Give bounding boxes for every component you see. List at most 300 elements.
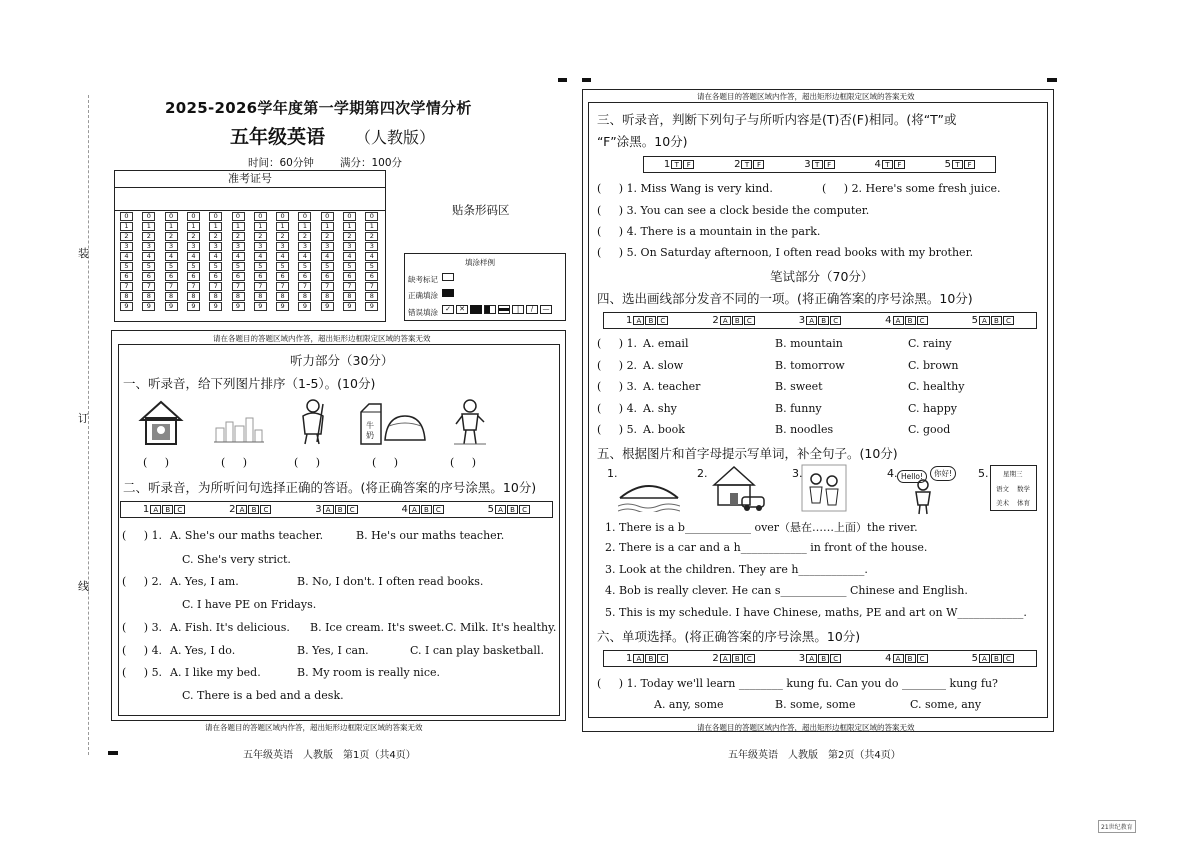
answer-bubble[interactable]: F bbox=[964, 160, 975, 169]
ticket-digit-bubble[interactable]: 7 bbox=[254, 282, 267, 291]
answer-bubble[interactable]: B bbox=[991, 654, 1002, 663]
answer-bubble[interactable]: C bbox=[657, 316, 668, 325]
left-notice-bottom: 请在各题目的答题区域内作答，超出矩形边框限定区域的答案无效 bbox=[205, 723, 423, 732]
answer-number: 1 bbox=[626, 315, 633, 326]
ticket-digit-bubble[interactable]: 9 bbox=[232, 302, 245, 311]
answer-bubble[interactable]: B bbox=[162, 505, 173, 514]
fill-sample-box: 填涂样例 缺考标记 正确填涂 错误填涂 ✓ ✕ | / — bbox=[404, 253, 566, 321]
ticket-digit-bubble[interactable]: 3 bbox=[165, 242, 178, 251]
q2-option-c: C. There is a bed and a desk. bbox=[182, 689, 344, 702]
q1-blank-3[interactable]: ( ) bbox=[294, 456, 321, 469]
answer-bubble[interactable]: C bbox=[347, 505, 358, 514]
q2-title: 二、听录音，为所听问句选择正确的答语。(将正确答案的序号涂黑。10分) bbox=[123, 480, 537, 495]
ticket-digit-bubble[interactable]: 2 bbox=[209, 232, 222, 241]
answer-bubble[interactable]: B bbox=[818, 316, 829, 325]
picture-boy-icon bbox=[452, 398, 488, 446]
answer-number: 2 bbox=[712, 653, 719, 664]
answer-bubble[interactable]: B bbox=[818, 654, 829, 663]
ticket-digit-bubble[interactable]: 5 bbox=[321, 262, 334, 271]
ticket-digit-bubble[interactable]: 1 bbox=[232, 222, 245, 231]
ticket-digit-bubble[interactable]: 9 bbox=[142, 302, 155, 311]
ticket-digit-bubble[interactable]: 6 bbox=[142, 272, 155, 281]
ticket-digit-bubble[interactable]: 7 bbox=[343, 282, 356, 291]
answer-number: 2 bbox=[734, 159, 741, 170]
ticket-digit-bubble[interactable]: 0 bbox=[343, 212, 356, 221]
ticket-digit-bubble[interactable]: 7 bbox=[142, 282, 155, 291]
ticket-digit-bubble[interactable]: 8 bbox=[187, 292, 200, 301]
answer-bubble[interactable]: A bbox=[979, 316, 990, 325]
barcode-area: 贴条形码区 bbox=[452, 203, 510, 217]
ticket-digit-bubble[interactable]: 5 bbox=[254, 262, 267, 271]
ticket-digit-bubble[interactable]: 1 bbox=[187, 222, 200, 231]
ticket-digit-bubble[interactable]: 4 bbox=[254, 252, 267, 261]
answer-bubble[interactable]: C bbox=[1003, 654, 1014, 663]
ticket-digit-bubble[interactable]: 6 bbox=[365, 272, 378, 281]
q1-blank-5[interactable]: ( ) bbox=[450, 456, 477, 469]
ticket-digit-bubble[interactable]: 3 bbox=[365, 242, 378, 251]
ticket-digit-column bbox=[138, 212, 159, 312]
answer-bubble[interactable]: A bbox=[633, 654, 644, 663]
ticket-digit-bubble[interactable]: 1 bbox=[165, 222, 178, 231]
ticket-digit-bubble[interactable]: 1 bbox=[298, 222, 311, 231]
ticket-digit-bubble[interactable]: 7 bbox=[276, 282, 289, 291]
ticket-digit-bubble[interactable]: 0 bbox=[142, 212, 155, 221]
answer-number: 4 bbox=[874, 159, 881, 170]
ticket-digit-bubble[interactable]: 0 bbox=[365, 212, 378, 221]
left-footer: 五年级英语 人教版 第1页（共4页） bbox=[243, 750, 416, 761]
ticket-digit-bubble[interactable]: 8 bbox=[232, 292, 245, 301]
ticket-digit-bubble[interactable]: 8 bbox=[120, 292, 133, 301]
ticket-digit-bubble[interactable]: 3 bbox=[343, 242, 356, 251]
ticket-digit-bubble[interactable]: 1 bbox=[321, 222, 334, 231]
ticket-digit-bubble[interactable]: 8 bbox=[209, 292, 222, 301]
q2-option-b: B. He's our maths teacher. bbox=[356, 529, 505, 542]
answer-bubble-group bbox=[143, 504, 185, 515]
ticket-digit-bubble[interactable]: 1 bbox=[343, 222, 356, 231]
q4-option-b: B. funny bbox=[775, 401, 822, 415]
ticket-digit-bubble[interactable]: 4 bbox=[187, 252, 200, 261]
answer-bubble-group bbox=[972, 653, 1014, 664]
q5-pic-num-4: 4. bbox=[887, 467, 898, 480]
answer-number: 1 bbox=[626, 653, 633, 664]
q4-option-b: B. mountain bbox=[775, 337, 843, 350]
answer-bubble-group bbox=[874, 159, 904, 170]
q2-option-c: C. I have PE on Fridays. bbox=[182, 598, 317, 611]
ticket-digit-column bbox=[161, 212, 182, 312]
ticket-digit-bubble[interactable]: 3 bbox=[276, 242, 289, 251]
ticket-digit-bubble[interactable]: 1 bbox=[254, 222, 267, 231]
answer-bubble-group bbox=[488, 504, 530, 515]
answer-bubble-group bbox=[712, 653, 754, 664]
q2-option-c: C. I can play basketball. bbox=[410, 644, 544, 657]
answer-number: 1 bbox=[142, 504, 150, 515]
ticket-digit-bubble[interactable]: 2 bbox=[276, 232, 289, 241]
q4-item-number: ( ) 3. bbox=[597, 380, 641, 393]
answer-bubble[interactable]: F bbox=[683, 160, 694, 169]
answer-bubble-group bbox=[626, 653, 668, 664]
ticket-digit-bubble[interactable]: 4 bbox=[321, 252, 334, 261]
ticket-digit-bubble[interactable]: 2 bbox=[187, 232, 200, 241]
answer-bubble-group bbox=[972, 315, 1014, 326]
q2-answer-bubbles bbox=[120, 501, 553, 518]
answer-bubble-group bbox=[799, 653, 841, 664]
answer-bubble[interactable]: F bbox=[753, 160, 764, 169]
q1-blank-1[interactable]: ( ) bbox=[143, 456, 170, 469]
answer-bubble[interactable]: A bbox=[806, 654, 817, 663]
ticket-digit-bubble[interactable]: 4 bbox=[120, 252, 133, 261]
q2-item-number: ( ) 5. bbox=[122, 666, 166, 679]
answer-bubble[interactable]: B bbox=[335, 505, 346, 514]
answer-bubble[interactable]: C bbox=[174, 505, 185, 514]
q2-option-b: B. Yes, I can. bbox=[297, 644, 369, 657]
ticket-digit-bubble[interactable]: 3 bbox=[254, 242, 267, 251]
q5-pic-num-1: 1. bbox=[607, 467, 618, 480]
exam-time: 时间：60分钟 bbox=[248, 157, 314, 169]
answer-bubble[interactable]: B bbox=[645, 654, 656, 663]
q4-option-c: C. brown bbox=[908, 358, 959, 372]
ticket-digit-bubble[interactable]: 0 bbox=[254, 212, 267, 221]
ticket-digit-bubble[interactable]: 3 bbox=[142, 242, 155, 251]
ticket-digit-bubble[interactable]: 0 bbox=[187, 212, 200, 221]
ticket-digit-bubble[interactable]: 6 bbox=[254, 272, 267, 281]
answer-bubble[interactable]: C bbox=[744, 316, 755, 325]
answer-bubble-group bbox=[799, 315, 841, 326]
ticket-digit-bubble[interactable]: 6 bbox=[120, 272, 133, 281]
answer-bubble[interactable]: C bbox=[433, 505, 444, 514]
ticket-digit-bubble[interactable]: 9 bbox=[298, 302, 311, 311]
answer-bubble[interactable]: B bbox=[645, 316, 656, 325]
answer-bubble[interactable]: A bbox=[150, 505, 161, 514]
answer-bubble-group bbox=[712, 315, 754, 326]
ticket-digit-bubble[interactable]: 1 bbox=[209, 222, 222, 231]
ticket-digit-bubble[interactable]: 9 bbox=[165, 302, 178, 311]
q3-item-4: ( ) 4. There is a mountain in the park. bbox=[597, 225, 821, 238]
q3-answer-bubbles bbox=[643, 156, 996, 173]
answer-bubble[interactable]: C bbox=[744, 654, 755, 663]
ticket-digit-bubble[interactable]: 6 bbox=[343, 272, 356, 281]
ticket-digit-bubble[interactable]: 5 bbox=[209, 262, 222, 271]
ticket-digit-bubble[interactable]: 9 bbox=[343, 302, 356, 311]
ticket-digit-bubble[interactable]: 7 bbox=[298, 282, 311, 291]
ticket-digit-bubble[interactable]: 4 bbox=[142, 252, 155, 261]
answer-bubble[interactable]: T bbox=[741, 160, 752, 169]
ticket-digit-bubble[interactable]: 6 bbox=[276, 272, 289, 281]
ticket-digit-bubble[interactable]: 0 bbox=[232, 212, 245, 221]
answer-bubble[interactable]: A bbox=[893, 316, 904, 325]
ticket-digit-bubble[interactable]: 5 bbox=[142, 262, 155, 271]
ticket-digit-bubble[interactable]: 5 bbox=[343, 262, 356, 271]
svg-text:牛: 牛 bbox=[366, 421, 374, 430]
answer-number: 3 bbox=[315, 504, 322, 515]
corner-mark bbox=[1047, 78, 1057, 82]
answer-bubble[interactable]: B bbox=[732, 654, 743, 663]
margin-char-3: 线 bbox=[78, 580, 89, 593]
q5-pic-num-5: 5. bbox=[978, 467, 989, 480]
right-notice-bottom: 请在各题目的答题区域内作答，超出矩形边框限定区域的答案无效 bbox=[697, 723, 915, 732]
ticket-digit-bubble[interactable]: 4 bbox=[209, 252, 222, 261]
ticket-digit-bubble[interactable]: 3 bbox=[187, 242, 200, 251]
ticket-digit-bubble[interactable]: 8 bbox=[321, 292, 334, 301]
ticket-digit-bubble[interactable]: 9 bbox=[209, 302, 222, 311]
answer-number: 4 bbox=[401, 504, 408, 515]
ticket-digit-bubble[interactable]: 0 bbox=[209, 212, 222, 221]
answer-bubble[interactable]: A bbox=[893, 654, 904, 663]
answer-bubble[interactable]: T bbox=[812, 160, 823, 169]
q4-option-a: A. slow bbox=[643, 358, 684, 372]
ticket-digit-column bbox=[205, 212, 226, 312]
answer-bubble[interactable]: F bbox=[824, 160, 835, 169]
speech-bubble-nihao: 你好! bbox=[930, 466, 956, 481]
ticket-digit-bubble[interactable]: 8 bbox=[276, 292, 289, 301]
picture-bridge-icon bbox=[618, 468, 680, 512]
ticket-digit-bubble[interactable]: 1 bbox=[142, 222, 155, 231]
picture-erhu-player-icon bbox=[295, 398, 331, 446]
q2-option-b: B. My room is really nice. bbox=[297, 666, 440, 679]
ticket-digit-bubble[interactable]: 3 bbox=[232, 242, 245, 251]
ticket-digit-bubble[interactable]: 9 bbox=[365, 302, 378, 311]
ticket-digit-bubble[interactable]: 4 bbox=[343, 252, 356, 261]
corner-mark bbox=[558, 78, 567, 82]
ticket-digit-bubble[interactable]: 8 bbox=[298, 292, 311, 301]
ticket-digit-bubble[interactable]: 3 bbox=[298, 242, 311, 251]
ticket-digit-bubble[interactable]: 3 bbox=[120, 242, 133, 251]
q2-option-a: A. I like my bed. bbox=[170, 666, 261, 679]
ticket-digit-bubble[interactable]: 6 bbox=[321, 272, 334, 281]
ticket-digit-bubble[interactable]: 9 bbox=[120, 302, 133, 311]
q2-option-a: A. Fish. It's delicious. bbox=[170, 621, 290, 634]
ticket-digit-bubble[interactable]: 7 bbox=[187, 282, 200, 291]
q3-title: 三、听录音，判断下列句子与所听内容是(T)否(F)相同。(将“T”或 bbox=[597, 112, 957, 127]
ticket-digit-bubble[interactable]: 2 bbox=[343, 232, 356, 241]
answer-bubble[interactable]: A bbox=[720, 654, 731, 663]
answer-bubble[interactable]: A bbox=[409, 505, 420, 514]
q6-item-1: ( ) 1. Today we'll learn ________ kung fu. Can you do ________ kung fu? bbox=[597, 677, 998, 690]
q6-answer-bubbles bbox=[603, 650, 1037, 667]
ticket-digit-bubble[interactable]: 2 bbox=[298, 232, 311, 241]
ticket-digit-bubble[interactable]: 7 bbox=[165, 282, 178, 291]
answer-bubble[interactable]: C bbox=[917, 316, 928, 325]
ticket-digit-bubble[interactable]: 7 bbox=[209, 282, 222, 291]
answer-bubble[interactable]: A bbox=[236, 505, 247, 514]
ticket-label: 准考证号 bbox=[115, 171, 385, 188]
margin-char-2: 订 bbox=[78, 412, 89, 425]
ticket-digit-bubble[interactable]: 8 bbox=[165, 292, 178, 301]
ticket-digit-bubble[interactable]: 9 bbox=[187, 302, 200, 311]
answer-number: 5 bbox=[487, 504, 495, 515]
ticket-digit-bubble[interactable]: 5 bbox=[298, 262, 311, 271]
q5-title: 五、根据图片和首字母提示写单词，补全句子。(10分) bbox=[597, 446, 898, 461]
ticket-digit-bubble[interactable]: 1 bbox=[120, 222, 133, 231]
written-section-title: 笔试部分（70分） bbox=[770, 269, 874, 284]
answer-bubble-group bbox=[885, 315, 927, 326]
ticket-digit-bubble[interactable]: 5 bbox=[276, 262, 289, 271]
ticket-digit-bubble[interactable]: 2 bbox=[254, 232, 267, 241]
q1-blank-2[interactable]: ( ) bbox=[221, 456, 248, 469]
svg-text:奶: 奶 bbox=[366, 431, 374, 440]
answer-number: 2 bbox=[712, 315, 719, 326]
answer-bubble[interactable]: A bbox=[979, 654, 990, 663]
ticket-digit-bubble[interactable]: 2 bbox=[232, 232, 245, 241]
q1-title: 一、听录音，给下列图片排序（1-5）。(10分) bbox=[123, 376, 376, 391]
picture-boy-speaking-icon bbox=[912, 479, 934, 515]
q1-blank-4[interactable]: ( ) bbox=[372, 456, 399, 469]
answer-bubble[interactable]: A bbox=[323, 505, 334, 514]
ticket-digit-bubble[interactable]: 0 bbox=[298, 212, 311, 221]
ticket-digit-bubble[interactable]: 6 bbox=[232, 272, 245, 281]
q5-pic-num-3: 3. bbox=[792, 467, 803, 480]
picture-library-icon bbox=[137, 398, 185, 446]
answer-bubble[interactable]: T bbox=[671, 160, 682, 169]
ticket-digit-bubble[interactable]: 2 bbox=[165, 232, 178, 241]
answer-bubble[interactable]: B bbox=[905, 654, 916, 663]
answer-bubble[interactable]: A bbox=[806, 316, 817, 325]
q4-option-b: B. noodles bbox=[775, 423, 834, 436]
q2-option-b: B. Ice cream. It's sweet. bbox=[310, 621, 445, 634]
ticket-digit-bubble[interactable]: 5 bbox=[365, 262, 378, 271]
q5-item-4: 4. Bob is really clever. He can s____________ Chinese and English. bbox=[605, 584, 968, 597]
right-notice-top: 请在各题目的答题区域内作答，超出矩形边框限定区域的答案无效 bbox=[697, 92, 915, 101]
ticket-digit-bubble[interactable]: 4 bbox=[165, 252, 178, 261]
ticket-digit-column bbox=[339, 212, 360, 312]
answer-bubble[interactable]: C bbox=[657, 654, 668, 663]
ticket-digit-bubble[interactable]: 2 bbox=[142, 232, 155, 241]
exam-subject: 五年级英语 bbox=[230, 126, 326, 148]
answer-number: 5 bbox=[944, 159, 952, 170]
q3-item-1: ( ) 1. Miss Wang is very kind. bbox=[597, 182, 773, 195]
ticket-digit-bubble[interactable]: 9 bbox=[276, 302, 289, 311]
fill-sample-missing: 缺考标记 bbox=[408, 275, 438, 284]
q6-title: 六、单项选择。(将正确答案的序号涂黑。10分) bbox=[597, 629, 861, 644]
schedule-subject: 体育 bbox=[1017, 499, 1030, 507]
answer-bubble[interactable]: B bbox=[732, 316, 743, 325]
answer-bubble[interactable]: B bbox=[248, 505, 259, 514]
speech-bubble-hello: Hello! bbox=[897, 470, 927, 483]
ticket-digit-bubble[interactable]: 8 bbox=[343, 292, 356, 301]
q4-option-b: B. sweet bbox=[775, 380, 823, 393]
answer-bubble[interactable]: C bbox=[260, 505, 271, 514]
answer-bubble[interactable]: B bbox=[507, 505, 518, 514]
ticket-digit-bubble[interactable]: 4 bbox=[298, 252, 311, 261]
answer-bubble[interactable]: C bbox=[917, 654, 928, 663]
q2-item-number: ( ) 4. bbox=[122, 644, 166, 657]
answer-bubble-group bbox=[626, 315, 668, 326]
q4-item-number: ( ) 4. bbox=[597, 401, 641, 415]
q4-option-a: A. shy bbox=[643, 401, 677, 415]
answer-bubble[interactable]: T bbox=[882, 160, 893, 169]
ticket-digit-column bbox=[272, 212, 293, 312]
ticket-digit-column bbox=[294, 212, 315, 312]
schedule-subject: 美术 bbox=[996, 499, 1009, 507]
q4-option-b: B. tomorrow bbox=[775, 358, 845, 372]
ticket-digit-bubble[interactable]: 5 bbox=[165, 262, 178, 271]
answer-bubble[interactable]: C bbox=[1003, 316, 1014, 325]
answer-bubble[interactable]: C bbox=[830, 654, 841, 663]
ticket-digit-column bbox=[317, 212, 338, 312]
q5-item-5: 5. This is my schedule. I have Chinese, maths, PE and art on W____________. bbox=[605, 606, 1027, 619]
ticket-digit-bubble[interactable]: 4 bbox=[365, 252, 378, 261]
q5-item-2: 2. There is a car and a h____________ in front of the house. bbox=[605, 541, 928, 554]
ticket-digit-column bbox=[250, 212, 271, 312]
answer-number: 5 bbox=[971, 315, 978, 326]
ticket-digit-bubble[interactable]: 2 bbox=[365, 232, 378, 241]
answer-bubble[interactable]: F bbox=[894, 160, 905, 169]
q4-item-number: ( ) 2. bbox=[597, 358, 641, 372]
ticket-digit-bubble[interactable]: 5 bbox=[120, 262, 133, 271]
ticket-digit-bubble[interactable]: 7 bbox=[232, 282, 245, 291]
q2-option-b: B. No, I don't. I often read books. bbox=[297, 575, 484, 588]
ticket-digit-bubble[interactable]: 3 bbox=[321, 242, 334, 251]
answer-bubble[interactable]: B bbox=[421, 505, 432, 514]
ticket-digit-bubble[interactable]: 8 bbox=[142, 292, 155, 301]
ticket-digit-bubble[interactable]: 6 bbox=[298, 272, 311, 281]
answer-bubble[interactable]: A bbox=[633, 316, 644, 325]
ticket-digit-bubble[interactable]: 1 bbox=[365, 222, 378, 231]
schedule-day: 星期三 bbox=[1003, 470, 1023, 478]
ticket-digit-bubble[interactable]: 9 bbox=[321, 302, 334, 311]
exam-score: 满分：100分 bbox=[340, 157, 403, 169]
schedule-subject: 数学 bbox=[1017, 485, 1030, 493]
answer-bubble[interactable]: B bbox=[991, 316, 1002, 325]
fill-sample-wrong: 错误填涂 bbox=[408, 308, 438, 317]
ticket-digit-bubble[interactable]: 8 bbox=[365, 292, 378, 301]
q4-answer-bubbles bbox=[603, 312, 1037, 329]
ticket-digit-bubble[interactable]: 9 bbox=[254, 302, 267, 311]
ticket-digit-bubble[interactable]: 7 bbox=[120, 282, 133, 291]
answer-bubble[interactable]: A bbox=[720, 316, 731, 325]
answer-bubble[interactable]: C bbox=[519, 505, 530, 514]
answer-bubble[interactable]: T bbox=[952, 160, 963, 169]
answer-bubble[interactable]: C bbox=[830, 316, 841, 325]
ticket-digit-bubble[interactable]: 8 bbox=[254, 292, 267, 301]
q2-option-a: A. Yes, I am. bbox=[170, 575, 239, 588]
q2-option-c: C. Milk. It's healthy. bbox=[445, 621, 557, 634]
ticket-digit-bubble[interactable]: 5 bbox=[187, 262, 200, 271]
corner-mark bbox=[582, 78, 591, 82]
answer-bubble-group bbox=[804, 159, 834, 170]
q2-option-a: A. Yes, I do. bbox=[170, 644, 236, 657]
q2-option-c: C. She's very strict. bbox=[182, 553, 291, 566]
q2-item-number: ( ) 3. bbox=[122, 621, 166, 634]
answer-number: 4 bbox=[885, 653, 892, 664]
ticket-digit-bubble[interactable]: 0 bbox=[165, 212, 178, 221]
ticket-digit-bubble[interactable]: 0 bbox=[276, 212, 289, 221]
ticket-digit-bubble[interactable]: 5 bbox=[232, 262, 245, 271]
ticket-digit-bubble[interactable]: 0 bbox=[120, 212, 133, 221]
ticket-digit-bubble[interactable]: 3 bbox=[209, 242, 222, 251]
ticket-digit-bubble[interactable]: 6 bbox=[187, 272, 200, 281]
ticket-digit-bubble[interactable]: 2 bbox=[120, 232, 133, 241]
ticket-digit-bubble[interactable]: 1 bbox=[276, 222, 289, 231]
ticket-digit-column bbox=[361, 212, 382, 312]
ticket-digit-bubble[interactable]: 7 bbox=[321, 282, 334, 291]
ticket-digit-bubble[interactable]: 4 bbox=[276, 252, 289, 261]
ticket-digit-bubble[interactable]: 0 bbox=[321, 212, 334, 221]
answer-number: 5 bbox=[971, 653, 978, 664]
answer-bubble[interactable]: B bbox=[905, 316, 916, 325]
q2-option-a: A. She's our maths teacher. bbox=[170, 529, 324, 542]
ticket-digit-bubble[interactable]: 6 bbox=[209, 272, 222, 281]
listening-section-title: 听力部分（30分） bbox=[290, 353, 394, 368]
ticket-digit-bubble[interactable]: 2 bbox=[321, 232, 334, 241]
ticket-digit-bubble[interactable]: 4 bbox=[232, 252, 245, 261]
q4-option-a: A. teacher bbox=[643, 380, 701, 393]
ticket-digit-bubble[interactable]: 6 bbox=[165, 272, 178, 281]
ticket-digit-bubble[interactable]: 7 bbox=[365, 282, 378, 291]
q2-item-number: ( ) 1. bbox=[122, 529, 166, 542]
corner-mark bbox=[108, 751, 118, 755]
answer-bubble[interactable]: A bbox=[495, 505, 506, 514]
margin-char-1: 装 bbox=[78, 247, 89, 260]
